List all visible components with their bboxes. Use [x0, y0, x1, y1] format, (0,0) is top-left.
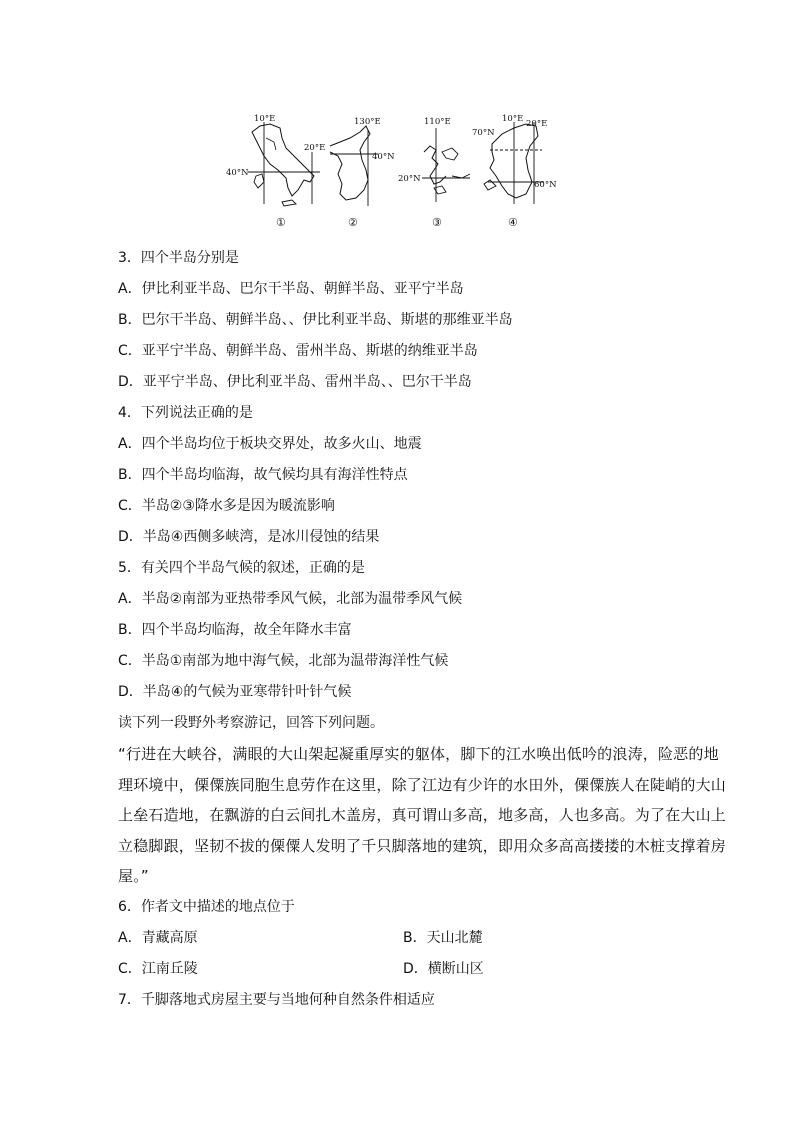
question-4-option-b: B．四个半岛均临海，故气候均具有海洋性特点: [118, 467, 408, 483]
question-6-option-a: A．青藏高原: [118, 929, 198, 946]
map4-label-60n: 60°N: [534, 180, 557, 190]
question-5-option-a: A．半岛②南部为亚热带季风气候，北部为温带季风气候: [118, 591, 463, 607]
map3-number: ③: [432, 216, 442, 229]
passage-line: “行进在大峡谷，满眼的大山架起凝重厚实的躯体，脚下的江水唤出低吟的浪涛，险恶的地: [118, 745, 719, 763]
map-3-leizhou: [398, 117, 470, 229]
peninsula-maps-svg: [226, 112, 566, 230]
question-4-option-c: C．半岛②③降水多是因为暖流影响: [118, 498, 335, 514]
question-6-options-row-2: [118, 954, 698, 985]
question-5-option-d: D．半岛④的气候为亚寒带针叶针气候: [118, 684, 352, 700]
question-content: [118, 243, 727, 1016]
question-3-option-d: D．亚平宁半岛、伊比利亚半岛、雷州半岛、、巴尔干半岛: [118, 374, 472, 390]
question-6-options-row-1: [118, 923, 698, 954]
question-7-stem: 7．千脚落地式房屋主要与当地何种自然条件相适应: [118, 991, 435, 1008]
map1-number: ①: [276, 216, 286, 229]
passage-line: 理环境中，傈僳族同胞生息劳作在这里，除了江边有少许的水田外，傈僳族人在陡峭的大山: [118, 775, 727, 794]
question-3-option-b: B．巴尔干半岛、朝鲜半岛、、伊比利亚半岛、斯堪的那维亚半岛: [118, 312, 513, 328]
question-5-option-c: C．半岛①南部为地中海气候，北部为温带海洋性气候: [118, 653, 449, 669]
question-3-stem: 3．四个半岛分别是: [118, 250, 239, 266]
question-6-option-b: B．天山北麓: [403, 929, 483, 946]
question-6-option-c: C．江南丘陵: [118, 960, 198, 977]
passage-line: 屋。”: [118, 867, 149, 885]
question-6-option-d: D．横断山区: [403, 960, 484, 977]
question-6-stem: 6．作者文中描述的地点位于: [118, 898, 295, 915]
map1-label-40n: 40°N: [226, 168, 249, 178]
question-4-option-a: A．四个半岛均位于板块交界处，故多火山、地震: [118, 436, 422, 452]
map4-number: ④: [508, 216, 518, 229]
passage-line: 立稳脚跟，坚韧不拔的傈僳人发明了千只脚落地的建筑，即用众多高高搂搂的木桩支撑着房: [118, 836, 727, 855]
map1-label-20e: 20°E: [304, 143, 326, 153]
peninsula-maps-figure: [226, 112, 566, 230]
map4-label-20e: 20°E: [526, 119, 548, 129]
map-1-italy: [226, 114, 325, 229]
question-5-option-b: B．四个半岛均临海，故全年降水丰富: [118, 622, 352, 638]
question-4-option-d: D．半岛④西侧多峡湾，是冰川侵蚀的结果: [118, 529, 380, 545]
map4-label-10e: 10°E: [502, 114, 524, 124]
passage-line: 上垒石造地，在飘游的白云间扎木盖房，真可谓山多高，地多高，人也多高。为了在大山上: [118, 806, 727, 824]
map4-label-70n: 70°N: [472, 128, 495, 138]
map3-label-110e: 110°E: [424, 117, 451, 127]
map2-label-130e: 130°E: [354, 117, 381, 127]
passage-text: [118, 739, 727, 892]
question-3-option-c: C．亚平宁半岛、朝鲜半岛、雷州半岛、斯堪的纳维亚半岛: [118, 343, 478, 359]
map-2-korea: [330, 117, 395, 229]
question-4-stem: 4．下列说法正确的是: [118, 405, 253, 421]
map-4-scandinavia: [472, 114, 557, 229]
passage-intro: 读下列一段野外考察游记，回答下列问题。: [118, 715, 384, 731]
map1-label-10e: 10°E: [254, 114, 276, 124]
map3-label-20n: 20°N: [398, 174, 421, 184]
map2-label-40n: 40°N: [372, 152, 395, 162]
question-3-option-a: A．伊比利亚半岛、巴尔干半岛、朝鲜半岛、亚平宁半岛: [118, 281, 464, 297]
map2-number: ②: [348, 216, 358, 229]
question-5-stem: 5．有关四个半岛气候的叙述，正确的是: [118, 560, 365, 576]
